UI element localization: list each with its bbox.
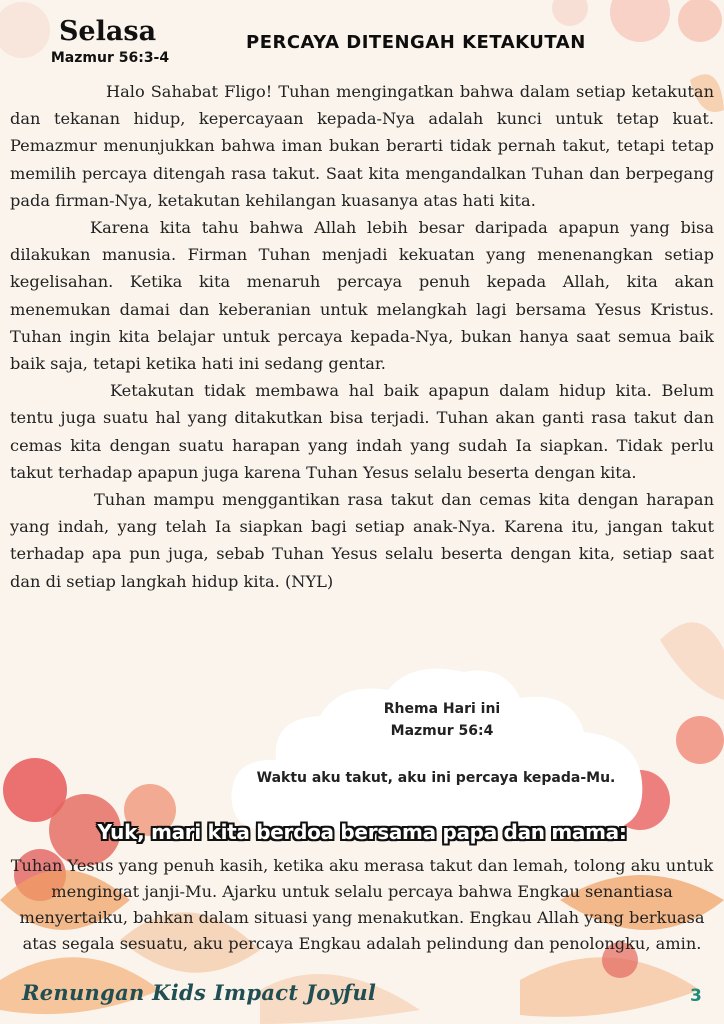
prayer-text: Tuhan Yesus yang penuh kasih, ketika aku merasa takut dan lemah, tolong aku untuk mengingat janji-Mu. Ajarku untuk selalu percaya bahwa Engkau senantiasa menyertaiku, bahkan dalam situasi yang menakutkan. Engkau Allah yang berkuasa atas segala sesuatu, aku percaya Engkau adalah pelindung dan penolongku, amin. — [10, 856, 714, 953]
prayer-heading: Yuk, mari kita berdoa bersama papa dan mama: — [97, 820, 627, 844]
devotion-article — [10, 78, 714, 595]
rhema-title: Rhema Hari ini — [383, 701, 501, 717]
paragraph-2: Karena kita tahu bahwa Allah lebih besar daripada apapun yang bisa dilakukan manusia. Firman Tuhan menjadi kekuatan yang menenangkan setiap kegelisahan. Ketika kita menaruh percaya penuh kepada Allah, kita akan menemukan damai dan keberanian untuk melangkah lagi bersama Yesus Kristus. Tuhan ingin kita belajar untuk percaya kepada-Nya, bukan hanya saat semua baik baik saja, tetapi ketika hati ini sedang gentar. — [10, 218, 714, 374]
devotion-title: PERCAYA DITENGAH KETAKUTAN — [246, 32, 586, 53]
scripture-reference: Mazmur 56:3-4 — [50, 50, 170, 66]
rhema-verse: Waktu aku takut, aku ini percaya kepada-Mu. — [256, 770, 616, 786]
rhema-cloud-shape — [228, 660, 648, 840]
page-number: 3 — [690, 986, 702, 1006]
day-label: Selasa — [58, 16, 157, 47]
paragraph-4: Tuhan mampu menggantikan rasa takut dan cemas kita dengan harapan yang indah, yang telah Ia siapkan bagi setiap anak-Nya. Karena itu, jangan takut terhadap apa pun juga, sebab Tuhan Yesus selalu beserta dengan kita, setiap saat dan di setiap langkah hidup kita. (NYL) — [10, 490, 714, 591]
footer-brand: Renungan Kids Impact Joyful — [22, 980, 377, 1005]
paragraph-3: Ketakutan tidak membawa hal baik apapun dalam hidup kita. Belum tentu juga suatu hal yang ditakutkan bisa terjadi. Tuhan akan ganti rasa takut dan cemas kita dengan suatu harapan yang indah yang sudah Ia siapkan. Tidak perlu takut terhadap apapun juga karena Tuhan Yesus selalu beserta dengan kita. — [10, 381, 714, 482]
rhema-reference: Mazmur 56:4 — [390, 723, 494, 739]
paragraph-1: Halo Sahabat Fligo! Tuhan mengingatkan bahwa dalam setiap ketakutan dan tekanan hidup, kepercayaan kepada-Nya adalah kunci untuk tetap kuat. Pemazmur menunjukkan bahwa iman bukan berarti tidak pernah takut, tetapi tetap memilih percaya ditengah rasa takut. Saat kita mengandalkan Tuhan dan berpegang pada firman-Nya, ketakutan kehilangan kuasanya atas hati kita. — [10, 82, 714, 210]
